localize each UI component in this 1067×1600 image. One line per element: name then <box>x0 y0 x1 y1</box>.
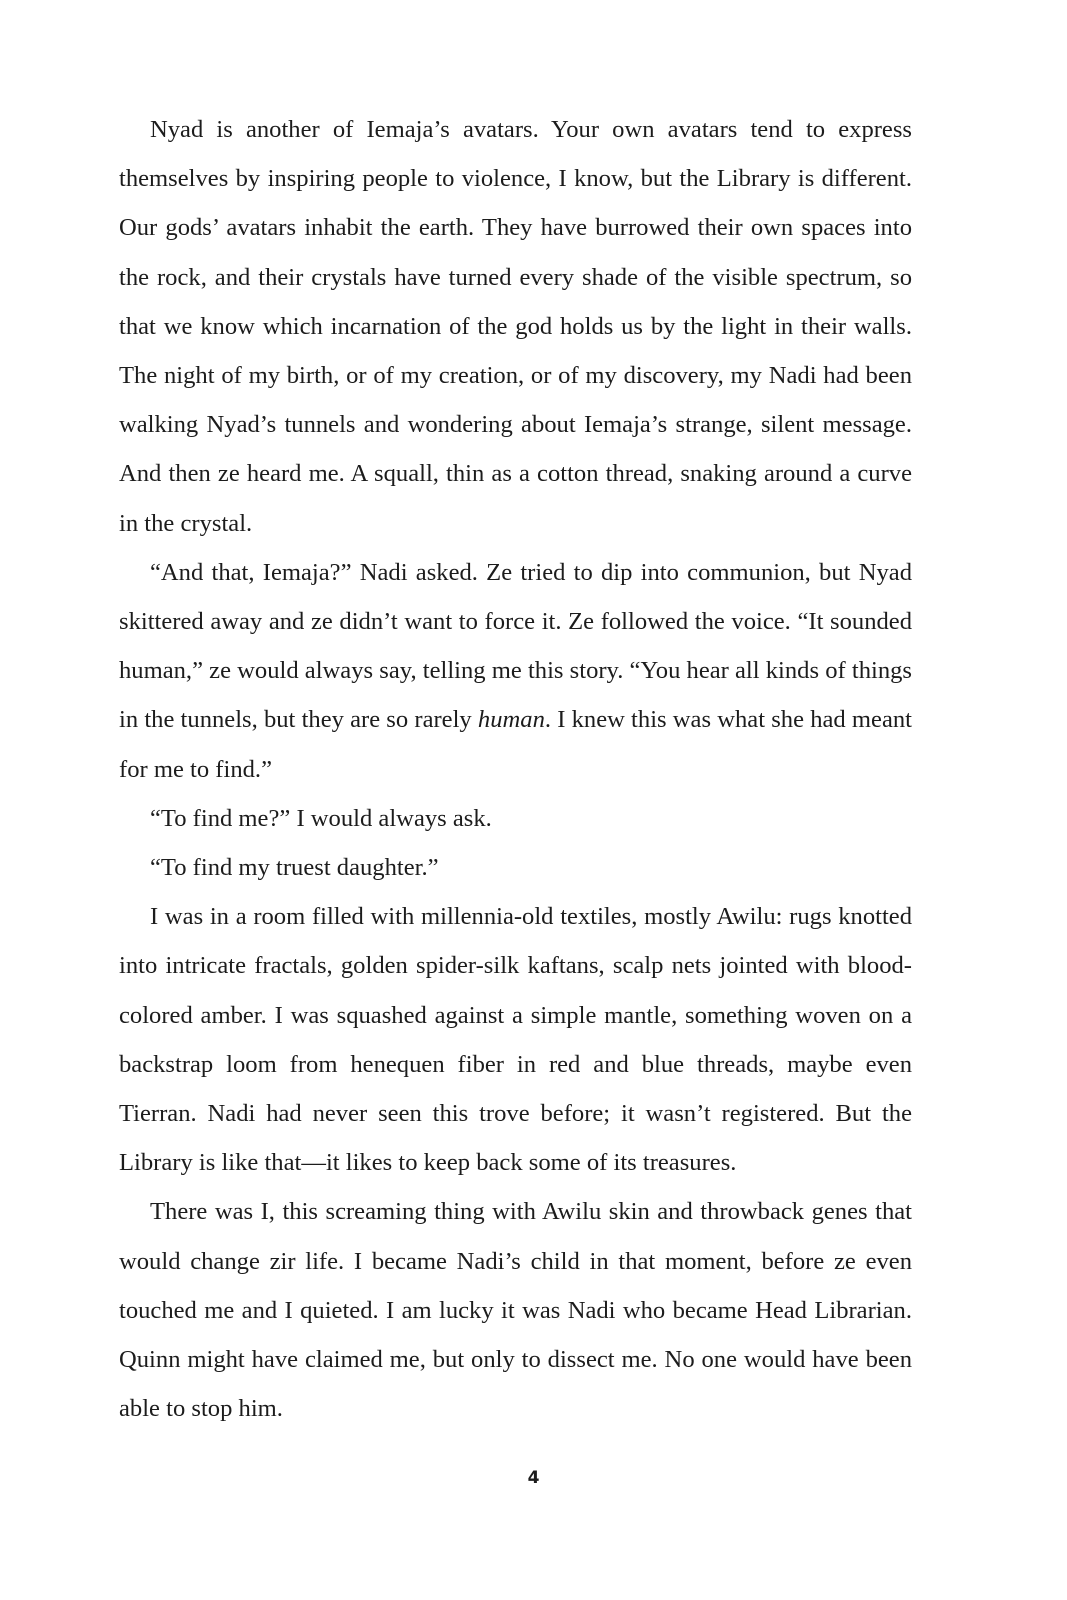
page-number: 4 <box>527 1468 540 1488</box>
page-body <box>119 105 912 1433</box>
paragraph <box>119 548 912 794</box>
emphasized-word: human <box>477 706 545 734</box>
paragraph: I was in a room filled with millennia-old textiles, mostly Awilu: rugs knotted into intricate fractals, golden spider-silk kaftans, scalp nets jointed with blood-colored amber. I was squashed against a simple mantle, something woven on a backstrap loom from henequen fiber in red and blue threads, maybe even Tierran. Nadi had never seen this trove before; it wasn’t registered. But the Library is like that—it likes to keep back some of its treasures. <box>119 903 912 1177</box>
paragraph-text: “And that, Iemaja?” Nadi asked. Ze tried to dip into communion, but Nyad skittered away and ze didn’t want to force it. Ze followed the voice. “It sounded human,” ze would always say, telling me this story. “You hear all kinds of things in the tunnels, but they are so rarely <box>119 558 912 734</box>
paragraph: Nyad is another of Iemaja’s avatars. Your own avatars tend to express themselves by inspiring people to violence, I know, but the Library is different. Our gods’ avatars inhabit the earth. They have burrowed their own spaces into the rock, and their crystals have turned every shade of the visible spectrum, so that we know which incarnation of the god holds us by the light in their walls. The night of my birth, or of my creation, or of my discovery, my Nadi had been walking Nyad’s tunnels and wondering about Iemaja’s strange, silent message. And then ze heard me. A squall, thin as a cotton thread, snaking around a curve in the crystal. <box>119 116 912 537</box>
paragraph: There was I, this screaming thing with Awilu skin and throwback genes that would change zir life. I became Nadi’s child in that moment, before ze even touched me and I quieted. I am lucky it was Nadi who became Head Librarian. Quinn might have claimed me, but only to dissect me. No one would have been able to stop him. <box>119 1198 912 1423</box>
paragraph: “To find me?” I would always ask. <box>150 804 492 832</box>
paragraph: “To find my truest daughter.” <box>150 854 439 882</box>
paragraph-text: . I knew this was what she had meant for me to find.” <box>119 706 912 783</box>
